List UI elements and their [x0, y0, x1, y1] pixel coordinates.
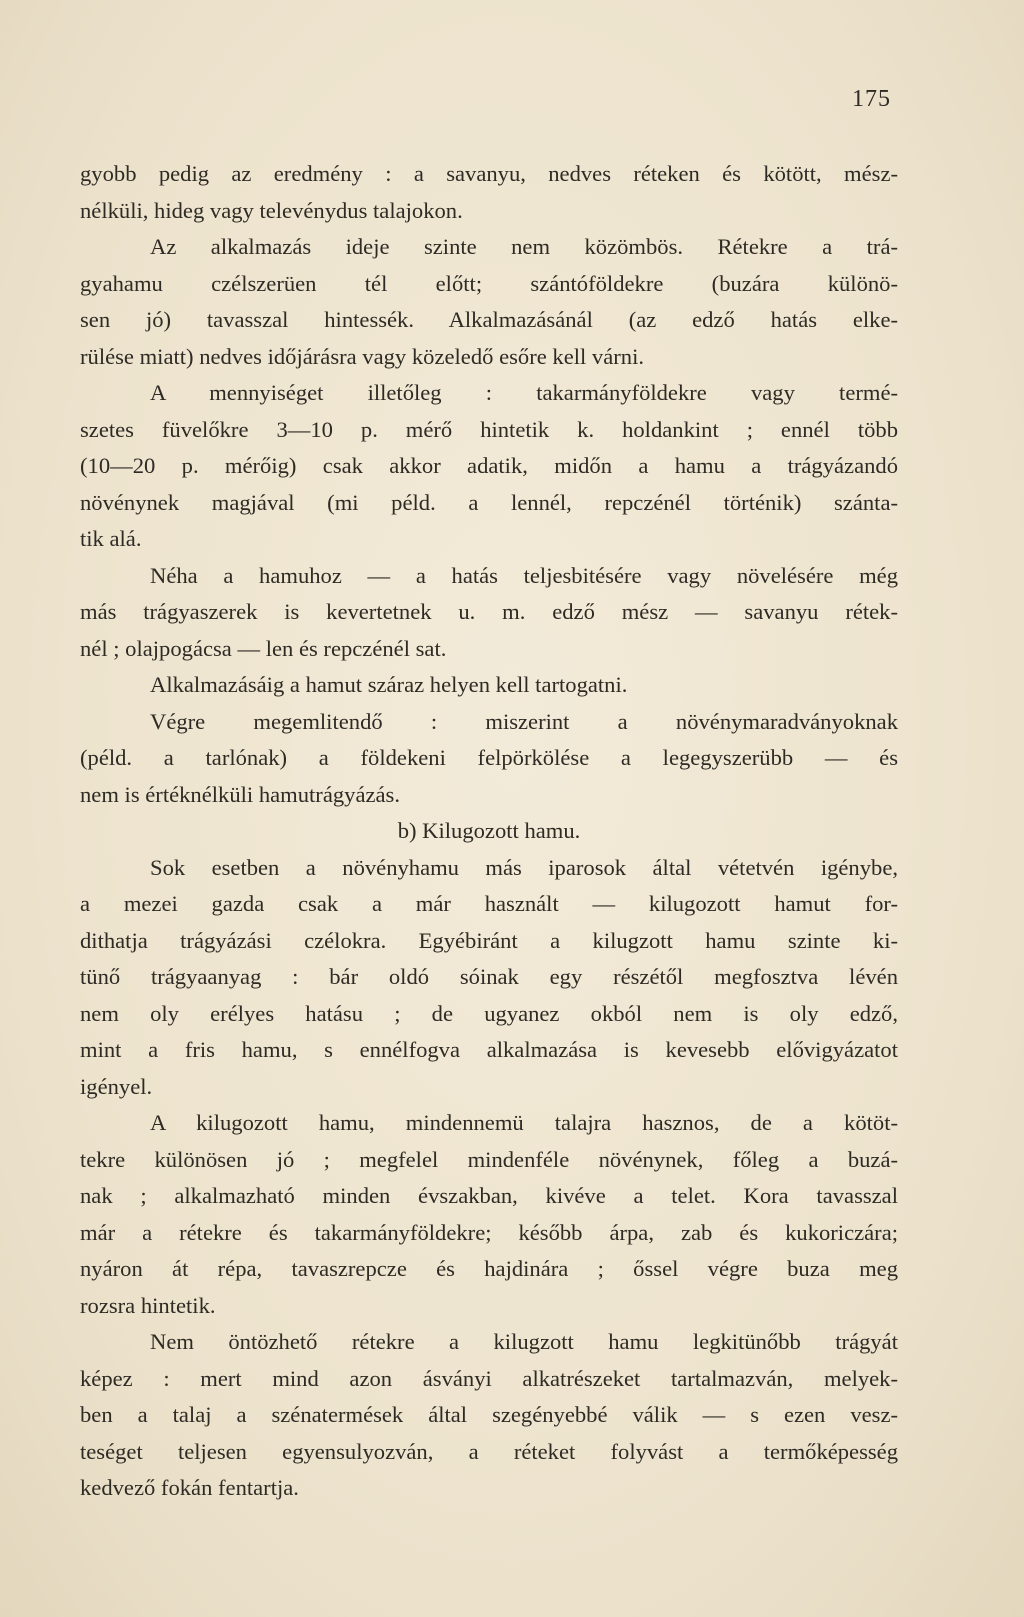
text-line: más trágyaszerek is kevertetnek u. m. edző mész — savanyu rétek- [80, 599, 898, 624]
text-line: képez : mert mind azon ásványi alkatrészeket tartalmazván, melyek- [80, 1365, 898, 1391]
text-line: nélküli, hideg vagy televénydus talajokon. [80, 197, 463, 223]
text-line: gyahamu czélszerüen tél előtt; szántóföldekre (buzára különö- [80, 270, 898, 296]
text-line: sen jó) tavasszal hintessék. Alkalmazásánál (az edző hatás elke- [80, 307, 898, 332]
text-line: gyobb pedig az eredmény : a savanyu, nedves réteken és kötött, mész- [80, 161, 898, 186]
text-line: a mezei gazda csak a már használt — kilugozott hamut for- [80, 891, 898, 916]
body-text [80, 156, 898, 1507]
page-number: 175 [852, 86, 891, 112]
text-line: (péld. a tarlónak) a földekeni felpörkölése a legegyszerübb — és [80, 745, 898, 770]
text-line: Nem öntözhető rétekre a kilugzott hamu legkitünőbb trágyát [150, 1329, 898, 1354]
text-line: mint a fris hamu, s ennélfogva alkalmazása is kevesebb elővigyázatot [80, 1037, 898, 1062]
text-line: Néha a hamuhoz — a hatás teljesbitésére vagy növelésére még [150, 562, 898, 588]
text-line: teséget teljesen egyensulyozván, a réteket folyvást a termőképesség [80, 1438, 898, 1464]
text-line: tekre különösen jó ; megfelel mindenféle növénynek, főleg a buzá- [80, 1146, 898, 1172]
text-line: dithatja trágyázási czélokra. Egyébiránt a kilugzott hamu szinte ki- [80, 927, 898, 953]
text-line: szetes füvelőkre 3—10 p. mérő hintetik k. holdankint ; ennél több [80, 416, 898, 442]
text-line: nem oly erélyes hatásu ; de ugyanez okból nem is oly edző, [80, 1000, 898, 1026]
text-line: már a rétekre és takarmányföldekre; később árpa, zab és kukoriczára; [80, 1219, 898, 1245]
text-line: Sok esetben a növényhamu más iparosok által vétetvén igénybe, [150, 854, 898, 880]
text-line: ben a talaj a szénatermések által szegényebbé válik — s ezen vesz- [80, 1402, 898, 1427]
text-line: nél ; olajpogácsa — len és repczénél sat. [80, 635, 447, 661]
text-line: Végre megemlitendő : miszerint a növénymaradványoknak [150, 708, 898, 734]
text-line: rozsra hintetik. [80, 1292, 216, 1318]
text-line: (10—20 p. mérőig) csak akkor adatik, midőn a hamu a trágyázandó [80, 453, 898, 478]
text-line: igényel. [80, 1073, 153, 1099]
text-line: rülése miatt) nedves időjárásra vagy közeledő esőre kell várni. [80, 343, 644, 369]
text-line: kedvező fokán fentartja. [80, 1475, 299, 1500]
text-line: tik alá. [80, 526, 142, 551]
text-line: nak ; alkalmazható minden évszakban, kivéve a telet. Kora tavasszal [80, 1183, 898, 1208]
section-heading: b) Kilugozott hamu. [397, 818, 581, 843]
text-line: Az alkalmazás ideje szinte nem közömbös. Rétekre a trá- [150, 234, 898, 259]
text-line: tünő trágyaanyag : bár oldó sóinak egy részétől megfosztva lévén [80, 964, 898, 989]
text-line: Alkalmazásáig a hamut száraz helyen kell tartogatni. [150, 672, 628, 697]
text-line: nem is értéknélküli hamutrágyázás. [80, 781, 400, 807]
text-line: A mennyiséget illetőleg : takarmányföldekre vagy termé- [150, 380, 898, 405]
text-line: A kilugozott hamu, mindennemü talajra hasznos, de a kötöt- [150, 1110, 898, 1135]
text-line: növénynek magjával (mi péld. a lennél, repczénél történik) szánta- [80, 489, 898, 515]
text-line: nyáron át répa, tavaszrepcze és hajdinára ; őssel végre buza meg [80, 1256, 898, 1281]
